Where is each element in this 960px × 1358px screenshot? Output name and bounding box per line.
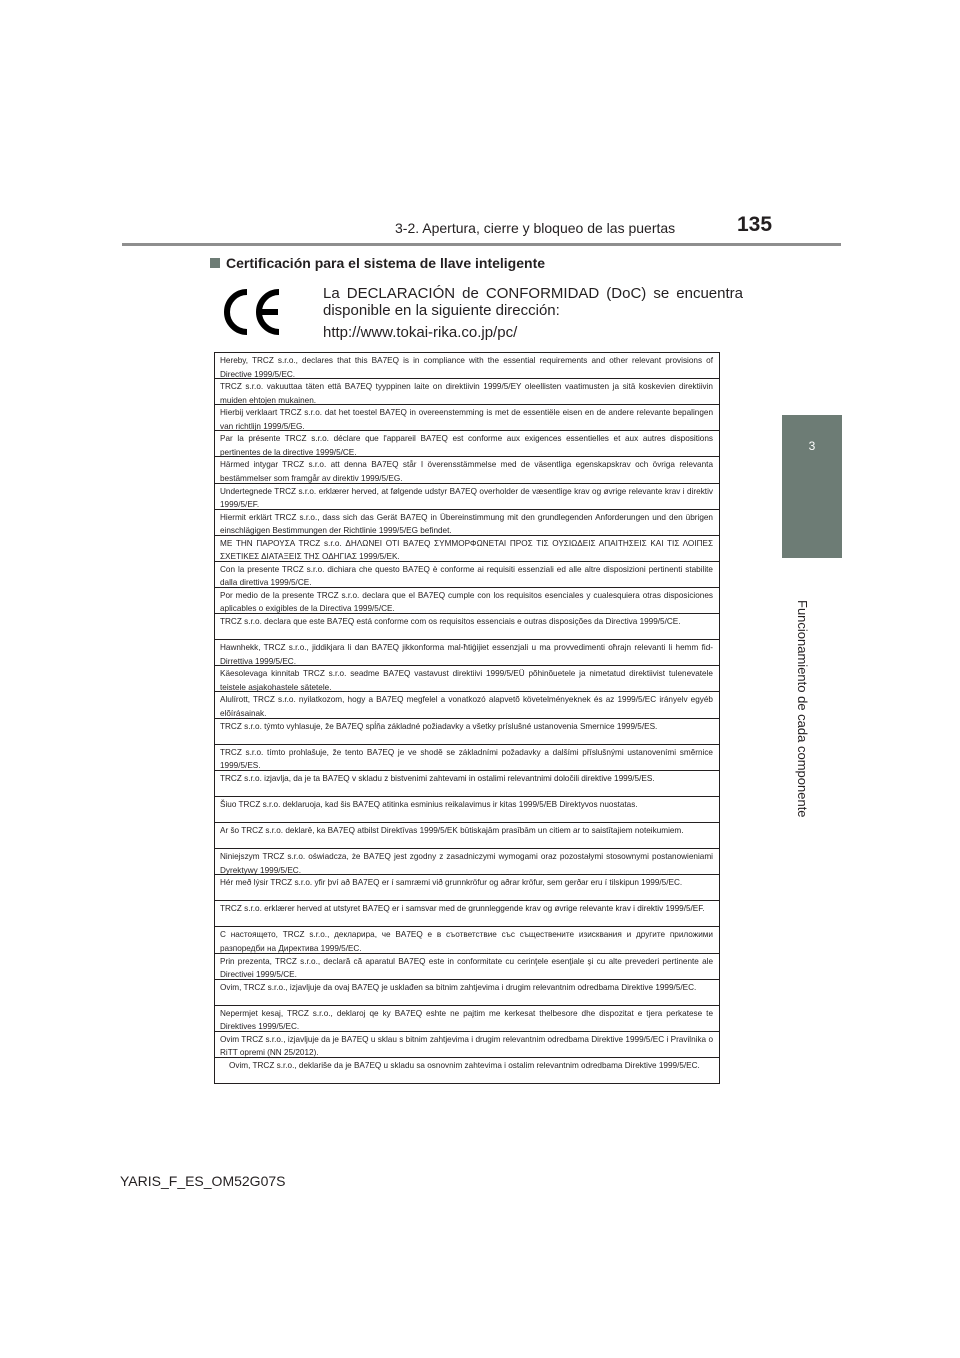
declaration-row: Undertegnede TRCZ s.r.o. erklærer herved, at følgende udstyr BA7EQ overholder de væsentlige krav og øvrige relevante krav i direktiv 1999/5/EF.: [215, 484, 719, 510]
header-divider: [122, 243, 841, 246]
declaration-row: Hereby, TRCZ s.r.o., declares that this BA7EQ is in compliance with the essential requirements and other relevant provisions of Directive 1999/5/EC.: [215, 353, 719, 379]
square-bullet-icon: [210, 258, 220, 268]
declaration-row: Ar šo TRCZ s.r.o. deklarē, ka BA7EQ atbilst Direktīvas 1999/5/EK būtiskajām prasībām un citiem ar to saistītajiem noteikumiem.: [215, 823, 719, 849]
manual-code: YARIS_F_ES_OM52G07S: [120, 1173, 286, 1189]
declaration-row: Käesolevaga kinnitab TRCZ s.r.o. seadme BA7EQ vastavust direktiivi 1999/5/EÜ põhinõuetele ja nimetatud direktiivist tulenevatele teistele asjakohastele sätetele.: [215, 666, 719, 692]
declaration-row: TRCZ s.r.o. vakuuttaa täten että BA7EQ tyyppinen laite on direktiivin 1999/5/EY oleellisten vaatimusten ja sitä koskevien direktiivin muiden ehtojen mukainen.: [215, 379, 719, 405]
declaration-row: Hér með lýsir TRCZ s.r.o. yfir því að BA7EQ er í samræmi við grunnkröfur og aðrar kröfur, sem gerðar eru í tilskipun 1999/5/EC.: [215, 875, 719, 901]
certification-title: Certificación para el sistema de llave inteligente: [226, 255, 546, 271]
declaration-row: Hawnhekk, TRCZ s.r.o., jiddikjara li dan BA7EQ jikkonforma mal-ħtiġijiet essenzjali u ma provvedimenti oħrajn relevanti li hemm fid-Dirrettiva 1999/5/EC.: [215, 640, 719, 666]
declaration-row: Alulírott, TRCZ s.r.o. nyilatkozom, hogy a BA7EQ megfelel a vonatkozó alapvetõ követelményeknek és az 1999/5/EC irányelv egyéb elõírásainak.: [215, 692, 719, 718]
declaration-row: TRCZ s.r.o. declara que este BA7EQ está conforme com os requisitos essenciais e outras disposições da Directiva 1999/5/CE.: [215, 614, 719, 640]
chapter-label: Funcionamiento de cada componente: [795, 600, 810, 818]
declaration-row: TRCZ s.r.o. tímto prohlašuje, že tento BA7EQ je ve shodě se základními požadavky a dalšími příslušnými ustanoveními směrnice 1999/5/ES.: [215, 745, 719, 771]
declaration-row: С настоящето, TRCZ s.r.o., декларира, че BA7EQ е в съответствие със съществените изисквания и другите приложими разпоредби на Директива 1999/5/ЕС.: [215, 927, 719, 953]
certification-heading: [210, 255, 545, 271]
declaration-row: Ovim, TRCZ s.r.o., izjavljuje da ovaj BA7EQ je usklađen sa bitnim zahtjevima i drugim relevantnim odredbama Direktive 1999/5/EC.: [215, 980, 719, 1006]
declaration-row: Hiermit erklärt TRCZ s.r.o., dass sich das Gerät BA7EQ in Übereinstimmung mit den grundlegenden Anforderungen und den übrigen einschlägigen Bestimmungen der Richtlinie 1999/5/EG befindet.: [215, 510, 719, 536]
declaration-row: ΜΕ ΤΗΝ ΠΑΡΟΥΣΑ TRCZ s.r.o. ΔΗΛΩΝΕΙ ΟΤΙ BA7EQ ΣΥΜΜΟΡΦΩΝΕΤΑΙ ΠΡΟΣ ΤΙΣ ΟΥΣΙΩΔΕΙΣ ΑΠΑΙΤΗΣΕΙΣ ΚΑΙ ΤΙΣ ΛΟΙΠΕΣ ΣΧΕΤΙΚΕΣ ΔΙΑΤΑΞΕΙΣ ΤΗΣ ΟΔΗΓΙΑΣ 1999/5/ΕΚ.: [215, 536, 719, 562]
doc-url: http://www.tokai-rika.co.jp/pc/: [323, 324, 518, 341]
declaration-row: Ovim TRCZ s.r.o., izjavljuje da je BA7EQ u sklau s bitnim zahtjevima i drugim relevantnim odredbama Direktive 1999/5/EC i Pravilnika o RiTT opremi (NN 25/2012).: [215, 1032, 719, 1058]
declaration-row: Par la présente TRCZ s.r.o. déclare que l'appareil BA7EQ est conforme aux exigences essentielles et aux autres dispositions pertinentes de la directive 1999/5/CE.: [215, 431, 719, 457]
declaration-row: TRCZ s.r.o. týmto vyhlasuje, že BA7EQ spĺňa základné požiadavky a všetky príslušné ustanovenia Smernice 1999/5/ES.: [215, 719, 719, 745]
declaration-row: Härmed intygar TRCZ s.r.o. att denna BA7EQ står I överensstämmelse med de väsentliga egenskapskrav och övriga relevanta bestämmelser som framgår av direktiv 1999/5/EG.: [215, 457, 719, 483]
declaration-row: TRCZ s.r.o. erklærer herved at utstyret BA7EQ er i samsvar med de grunnleggende krav og øvrige relevante krav i direktiv 1999/5/EF.: [215, 901, 719, 927]
doc-notice: [323, 285, 743, 341]
doc-statement: La DECLARACIÓN de CONFORMIDAD (DoC) se encuentra disponible en la siguiente dirección:: [323, 285, 743, 319]
declaration-row: TRCZ s.r.o. izjavlja, da je ta BA7EQ v skladu z bistvenimi zahtevami in ostalimi relevantnimi določili direktive 1999/5/ES.: [215, 771, 719, 797]
declaration-row: Hierbij verklaart TRCZ s.r.o. dat het toestel BA7EQ in overeenstemming is met de essentiële eisen en de andere relevante bepalingen van richtlijn 1999/5/EG.: [215, 405, 719, 431]
ce-mark-icon: [222, 287, 284, 337]
section-title: 3-2. Apertura, cierre y bloqueo de las puertas: [395, 220, 676, 236]
declaration-row: Ovim, TRCZ s.r.o., deklariše da je BA7EQ u skladu sa osnovnim zahtevima i ostalim relevantnim odredbama Direktive 1999/5/EC.: [229, 1060, 700, 1070]
declarations-box: [214, 352, 720, 1084]
declaration-row: Con la presente TRCZ s.r.o. dichiara che questo BA7EQ è conforme ai requisiti essenziali ed alle altre disposizioni pertinenti stabilite dalla direttiva 1999/5/CE.: [215, 562, 719, 588]
chapter-number: 3: [808, 439, 816, 453]
declaration-row: Šiuo TRCZ s.r.o. deklaruoja, kad šis BA7EQ atitinka esminius reikalavimus ir kitas 1999/5/EB Direktyvos nuostatas.: [215, 797, 719, 823]
declaration-row: Prin prezenta, TRCZ s.r.o., declară că aparatul BA7EQ este in conformitate cu cerinţele esenţiale şi cu alte prevederi pertinente ale Directivei 1999/5/CE.: [215, 954, 719, 980]
declaration-row: Niniejszym TRCZ s.r.o. oświadcza, że BA7EQ jest zgodny z zasadniczymi wymogami oraz pozostałymi stosownymi postanowieniami Dyrektywy 1999/5/EC.: [215, 849, 719, 875]
page-number: 135: [737, 213, 773, 236]
declaration-row: Nepermjet kesaj, TRCZ s.r.o., deklaroj qe ky BA7EQ eshte ne pajtim me kerkesat thelbesore dhe dispozitat e tjera perkatese te Direktives 1999/5/EC.: [215, 1006, 719, 1032]
declaration-row: Por medio de la presente TRCZ s.r.o. declara que el BA7EQ cumple con los requisitos esenciales y cualesquiera otras disposiciones aplicables o exigibles de la Directiva 1999/5/CE.: [215, 588, 719, 614]
chapter-tab: [782, 415, 842, 558]
